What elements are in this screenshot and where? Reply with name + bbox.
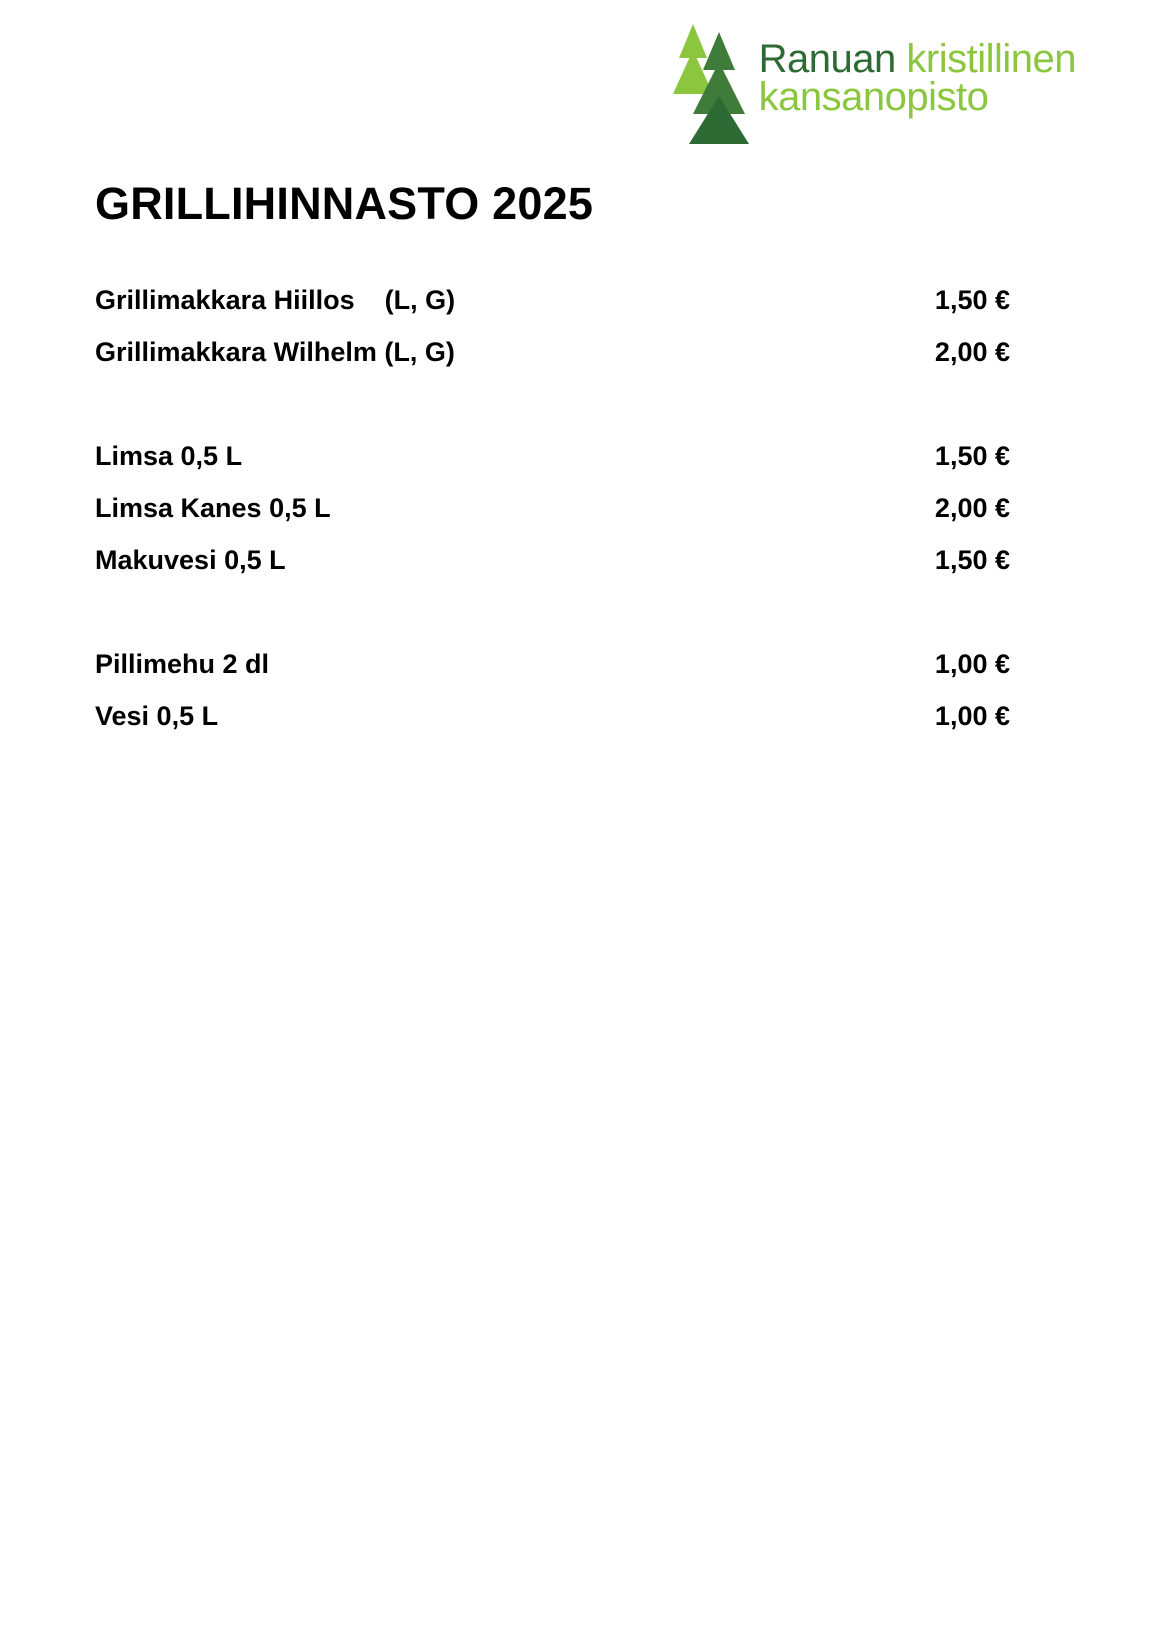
item-name: Limsa 0,5 L <box>95 441 243 471</box>
item-name: Pillimehu 2 dl <box>95 649 270 679</box>
organization-logo <box>663 22 1076 144</box>
item-name: Makuvesi 0,5 L <box>95 545 286 575</box>
list-item <box>95 285 1010 337</box>
item-name: Vesi 0,5 L <box>95 701 219 731</box>
logo-word-ranuan: Ranuan <box>758 37 907 81</box>
item-name: Limsa Kanes 0,5 L <box>95 493 331 523</box>
group-separator <box>95 597 1010 649</box>
item-name: Grillimakkara Wilhelm (L, G) <box>95 337 455 367</box>
price-list <box>95 285 1010 753</box>
logo-word-kansanopisto: kansanopisto <box>758 75 989 120</box>
item-price: 2,00 € <box>934 337 1010 367</box>
list-item <box>95 701 1010 753</box>
logo-line-1 <box>758 37 1076 81</box>
item-price: 1,50 € <box>934 545 1010 575</box>
list-item <box>95 441 1010 493</box>
logo-line-2 <box>758 75 1076 120</box>
group-separator <box>95 389 1010 441</box>
list-item <box>95 649 1010 701</box>
logo-word-kristillinen: kristillinen <box>906 37 1076 81</box>
item-price: 1,00 € <box>934 701 1010 731</box>
item-price: 1,50 € <box>934 285 1010 315</box>
item-price: 1,00 € <box>934 649 1010 679</box>
item-name: Grillimakkara Hiillos (L, G) <box>95 285 456 315</box>
logo-wordmark <box>758 22 1076 120</box>
spruce-tree-icon <box>663 22 749 144</box>
page-title: GRILLIHINNASTO 2025 <box>95 178 594 230</box>
list-item <box>95 493 1010 545</box>
item-price: 1,50 € <box>934 441 1010 471</box>
item-price: 2,00 € <box>934 493 1010 523</box>
list-item <box>95 545 1010 597</box>
list-item <box>95 337 1010 389</box>
